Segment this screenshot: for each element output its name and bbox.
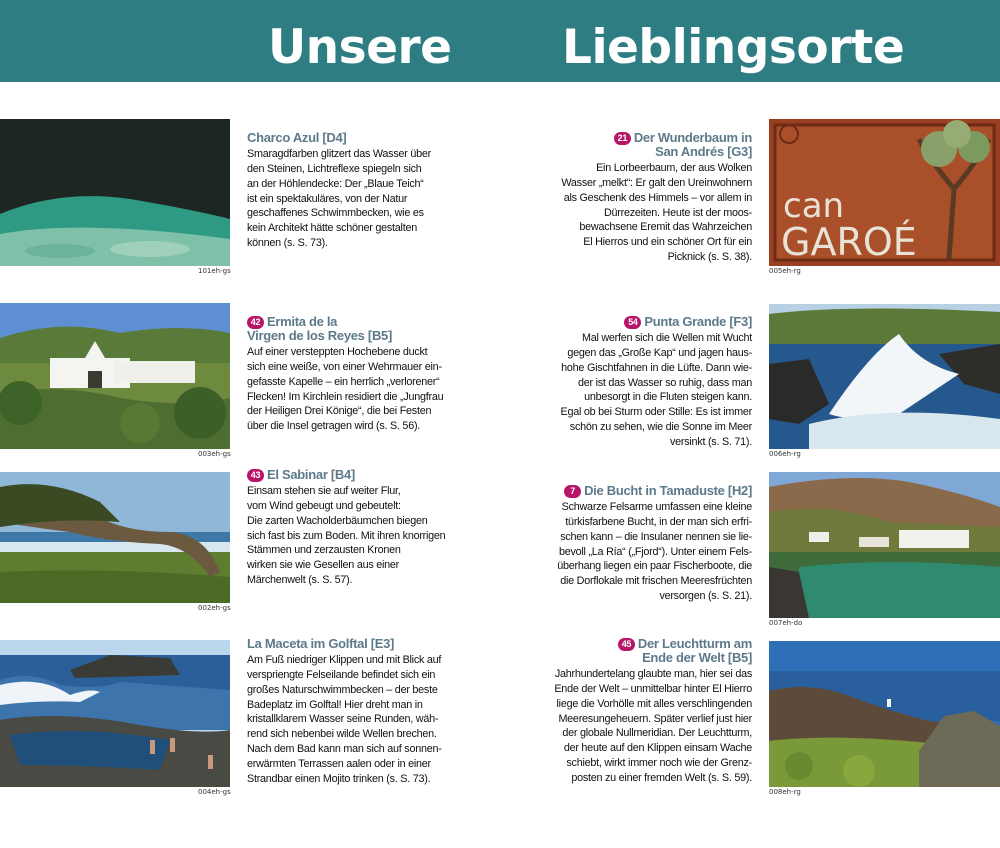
body-line: versinkt (s. S. 71). — [670, 435, 752, 448]
entry-title — [543, 484, 752, 498]
body-line: Strandbar einen Mojito trinken (s. S. 73). — [247, 772, 431, 785]
location-badge: 7 — [564, 485, 581, 498]
entry-title — [543, 315, 752, 329]
sign-text-can: can — [783, 186, 845, 226]
body-line: Meeresungeheuern. Später verlief just hier — [558, 712, 752, 725]
entry-title-line — [543, 131, 752, 145]
body-line: die Dorflokale mit frischen Meeresfrüchten — [560, 575, 752, 588]
entry-charco-azul — [247, 131, 457, 251]
body-line: Ende der Welt – unmittelbar hinter El Hierro — [554, 682, 752, 695]
body-line: der heute auf den Klippen einsam Wache — [563, 742, 752, 755]
header-word-1: Unsere — [268, 20, 452, 75]
entry-body — [247, 653, 457, 787]
photo-credit: 002eh-gs — [198, 604, 231, 612]
body-line: gegen das „Große Kap“ und jagen haus- — [567, 346, 752, 359]
photo-credit: 101eh-gs — [198, 267, 231, 275]
body-line: türkisfarbene Bucht, in der man sich erfri- — [565, 515, 752, 528]
body-line: kristallklarem Wasser seine Runden, wäh- — [247, 713, 439, 726]
body-line: überhang liegen ein paar Fischerboote, die — [557, 560, 752, 573]
body-line: verspriengte Felseilande befindet sich ein — [247, 668, 436, 681]
entry-title — [247, 637, 457, 651]
entry-title-text: Ermita de la — [267, 314, 338, 329]
entry-title-line: Ende der Welt [B5] — [642, 650, 752, 665]
body-line: sich fast bis zum Boden. Mit ihren knorrigen — [247, 529, 446, 542]
entry-title-line — [543, 637, 752, 651]
entry-title-line: La Maceta im Golftal [E3] — [247, 636, 395, 651]
entry-body — [543, 161, 752, 265]
location-badge: 43 — [247, 469, 264, 482]
photo-garoe-sign — [769, 119, 1000, 266]
body-line: ist ein spektakuläres, von der Natur — [247, 192, 408, 205]
photo-credit: 003eh-gs — [198, 450, 231, 458]
body-line: rend sich nebenbei wilde Wellen brechen. — [247, 728, 437, 741]
entry-title-line — [247, 315, 457, 329]
header-word-2: Lieblingsorte — [562, 20, 905, 75]
body-line: Nach dem Bad kann man sich auf sonnen- — [247, 743, 442, 756]
entry-body — [247, 147, 457, 251]
photo-charco-azul — [0, 119, 230, 266]
entry-title-line — [247, 468, 457, 482]
body-line: den Steinen, Lichtreflexe spiegeln sich — [247, 162, 422, 175]
entry-el-sabinar — [247, 468, 457, 588]
entry-title — [543, 637, 752, 665]
body-line: bevoll „La Ría“ („Fjord“). Unter einem Fels- — [559, 545, 752, 558]
photo-leuchtturm — [769, 641, 1000, 787]
body-line: geschaffenes Schwimmbecken, wie es — [247, 207, 424, 220]
page-header-band — [0, 0, 1000, 82]
body-line: versorgen (s. S. 21). — [659, 590, 752, 603]
body-line: erwärmten Terrassen aalen oder in einer — [247, 757, 431, 770]
entry-title-text: Punta Grande [F3] — [644, 314, 752, 329]
body-line: El Hierros und ein schöner Ort für ein — [583, 236, 752, 249]
entry-title — [247, 468, 457, 482]
body-line: Jahrhundertelang glaubte man, hier sei das — [554, 668, 752, 680]
entry-title-line — [543, 315, 752, 329]
entry-tamaduste — [543, 484, 752, 604]
body-line: der globale Nullmeridian. Der Leuchtturm, — [562, 727, 752, 740]
entry-body — [543, 331, 752, 450]
entry-title-text: Der Leuchtturm am — [637, 636, 752, 651]
body-line: Picknick (s. S. 38). — [667, 251, 752, 264]
photo-credit: 004eh-gs — [198, 788, 231, 796]
body-line: Stämmen und zerzausten Kronen — [247, 544, 401, 557]
body-line: liege die Vorhölle mit alles verschlingenden — [556, 697, 752, 710]
body-line: Schwarze Felsarme umfassen eine kleine — [561, 501, 752, 513]
body-line: Mal werfen sich die Wellen mit Wucht — [581, 332, 752, 344]
entry-body — [247, 484, 457, 588]
entry-title-text: Die Bucht in Tamaduste [H2] — [584, 483, 752, 498]
entry-body — [247, 345, 457, 434]
entry-title-text: Der Wunderbaum in — [633, 130, 752, 145]
photo-credit: 006eh-rg — [769, 450, 801, 458]
body-line: unbesorgt in die Fluten steigen kann. — [584, 391, 752, 404]
location-badge: 21 — [614, 132, 631, 145]
entry-leuchtturm — [543, 637, 752, 786]
body-line: als Geschenk des Himmels – vor allem in — [563, 191, 752, 204]
body-line: Ein Lorbeerbaum, der aus Wolken — [596, 162, 752, 174]
body-line: Wasser „melkt“: Er galt den Ureinwohnern — [561, 176, 752, 189]
body-line: Einsam stehen sie auf weiter Flur, — [247, 485, 401, 497]
body-line: hohe Gischtfahnen in die Lüfte. Dann wie- — [561, 361, 752, 374]
body-line: Smaragdfarben glitzert das Wasser über — [247, 148, 431, 160]
body-line: der ist das Wasser so ruhig, dass man — [578, 376, 752, 389]
body-line: Badeplatz im Golftal! Hier dreht man in — [247, 698, 423, 711]
body-line: vom Wind gebeugt und gebeutelt: — [247, 499, 401, 512]
entry-la-maceta — [247, 637, 457, 787]
body-line: Märchenwelt (s. S. 57). — [247, 574, 353, 587]
entry-title-line: Virgen de los Reyes [B5] — [247, 328, 393, 343]
location-badge: 54 — [624, 316, 641, 329]
body-line: Die zarten Wacholderbäumchen biegen — [247, 514, 428, 527]
photo-el-sabinar — [0, 472, 230, 603]
body-line: gefasste Kapelle – ein herrlich „verlorener“ — [247, 375, 440, 388]
entry-title-line: Charco Azul [D4] — [247, 130, 347, 145]
body-line: Dürrezeiten. Heute ist der moos- — [603, 206, 752, 219]
body-line: können (s. S. 73). — [247, 237, 328, 250]
sign-text-garoe: GAROÉ — [781, 220, 917, 264]
location-badge: 42 — [247, 316, 264, 329]
photo-credit: 007eh-do — [769, 619, 803, 627]
entry-title-line: San Andrés [G3] — [655, 144, 752, 159]
entry-title — [247, 315, 457, 343]
photo-la-maceta — [0, 640, 230, 787]
body-line: kein Architekt hätte schöner gestalten — [247, 222, 417, 235]
body-line: schön zu sehen, wie die Sonne im Meer — [569, 421, 752, 434]
body-line: wirken sie wie Gesellen aus einer — [247, 559, 399, 572]
body-line: der Heiligen Drei Könige“, die bei Festen — [247, 405, 432, 418]
body-line: Egal ob bei Sturm oder Stille: Es ist immer — [560, 406, 752, 419]
body-line: schen kann – die Insulaner nennen sie lie- — [560, 530, 752, 543]
body-line: Flecken! Im Kirchlein residiert die „Jungfrau — [247, 390, 444, 403]
body-line: bewachsene Eremit das Wahrzeichen — [579, 221, 752, 234]
entry-body — [543, 500, 752, 604]
entry-punta-grande — [543, 315, 752, 450]
entry-title — [543, 131, 752, 159]
photo-credit: 008eh-rg — [769, 788, 801, 796]
photo-tamaduste — [769, 472, 1000, 618]
location-badge: 45 — [618, 638, 635, 651]
body-line: über die Insel getragen wird (s. S. 56). — [247, 420, 421, 433]
entry-title — [247, 131, 457, 145]
photo-credit: 005eh-rg — [769, 267, 801, 275]
entry-body — [543, 667, 752, 786]
body-line: Am Fuß niedriger Klippen und mit Blick auf — [247, 654, 442, 666]
body-line: großes Naturschwimmbecken – der beste — [247, 683, 438, 696]
body-line: Auf einer versteppten Hochebene duckt — [247, 346, 428, 358]
body-line: schiebt, wirkt immer noch wie der Grenz- — [566, 757, 752, 770]
photo-ermita — [0, 303, 230, 449]
entry-wunderbaum — [543, 131, 752, 265]
body-line: sich eine weiße, von einer Wehrmauer ein- — [247, 360, 442, 373]
photo-punta-grande — [769, 304, 1000, 449]
entry-title-text: El Sabinar [B4] — [267, 467, 355, 482]
entry-ermita — [247, 315, 457, 434]
entry-title-line — [543, 484, 752, 498]
body-line: posten zu einer fremden Welt (s. S. 59). — [571, 771, 752, 784]
body-line: an der Höhlendecke: Der „Blaue Teich“ — [247, 177, 424, 190]
